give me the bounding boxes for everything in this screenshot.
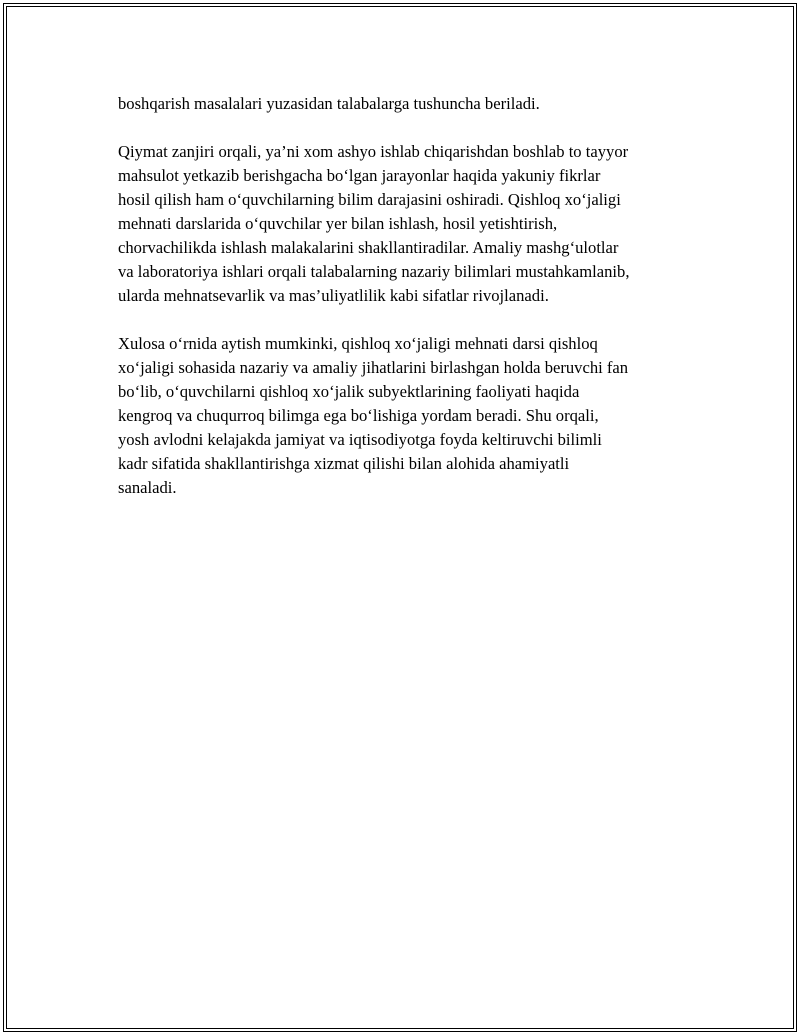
- paragraph-3: Xulosa o‘rnida aytish mumkinki, qishloq xo‘jaligi mehnati darsi qishloq xo‘jaligi sohasida nazariy va amaliy jihatlarini birlashgan holda beruvchi fan bo‘lib, o‘quvchilarni qishloq xo‘jalik subyektlarining faoliyati haqida kengroq va chuqurroq bilimga ega bo‘lishiga yordam beradi. Shu orqali, yosh avlodni kelajakda jamiyat va iqtisodiyotga foyda keltiruvchi bilimli kadr sifatida shakllantirishga xizmat qilishi bilan alohida ahamiyatli sanaladi.: [118, 334, 629, 497]
- paragraph-2: Qiymat zanjiri orqali, ya’ni xom ashyo ishlab chiqarishdan boshlab to tayyor mahsulot yetkazib berishgacha bo‘lgan jarayonlar haqida yakuniy fikrlar hosil qilish ham o‘quvchilarning bilim darajasini oshiradi. Qishloq xo‘jaligi mehnati darslarida o‘quvchilar yer bilan ishlash, hosil yetishtirish, chorvachilikda ishlash malakalarini shakllantiradilar. Amaliy mashg‘ulotlar va laboratoriya ishlari orqali talabalarning nazariy bilimlari mustahkamlanib, ularda mehnatsevarlik va mas’uliyatlilik kabi sifatlar rivojlanadi.: [118, 142, 630, 305]
- paragraph-1: boshqarish masalalari yuzasidan talabalarga tushuncha beriladi.: [118, 94, 540, 113]
- page-content: [118, 92, 708, 524]
